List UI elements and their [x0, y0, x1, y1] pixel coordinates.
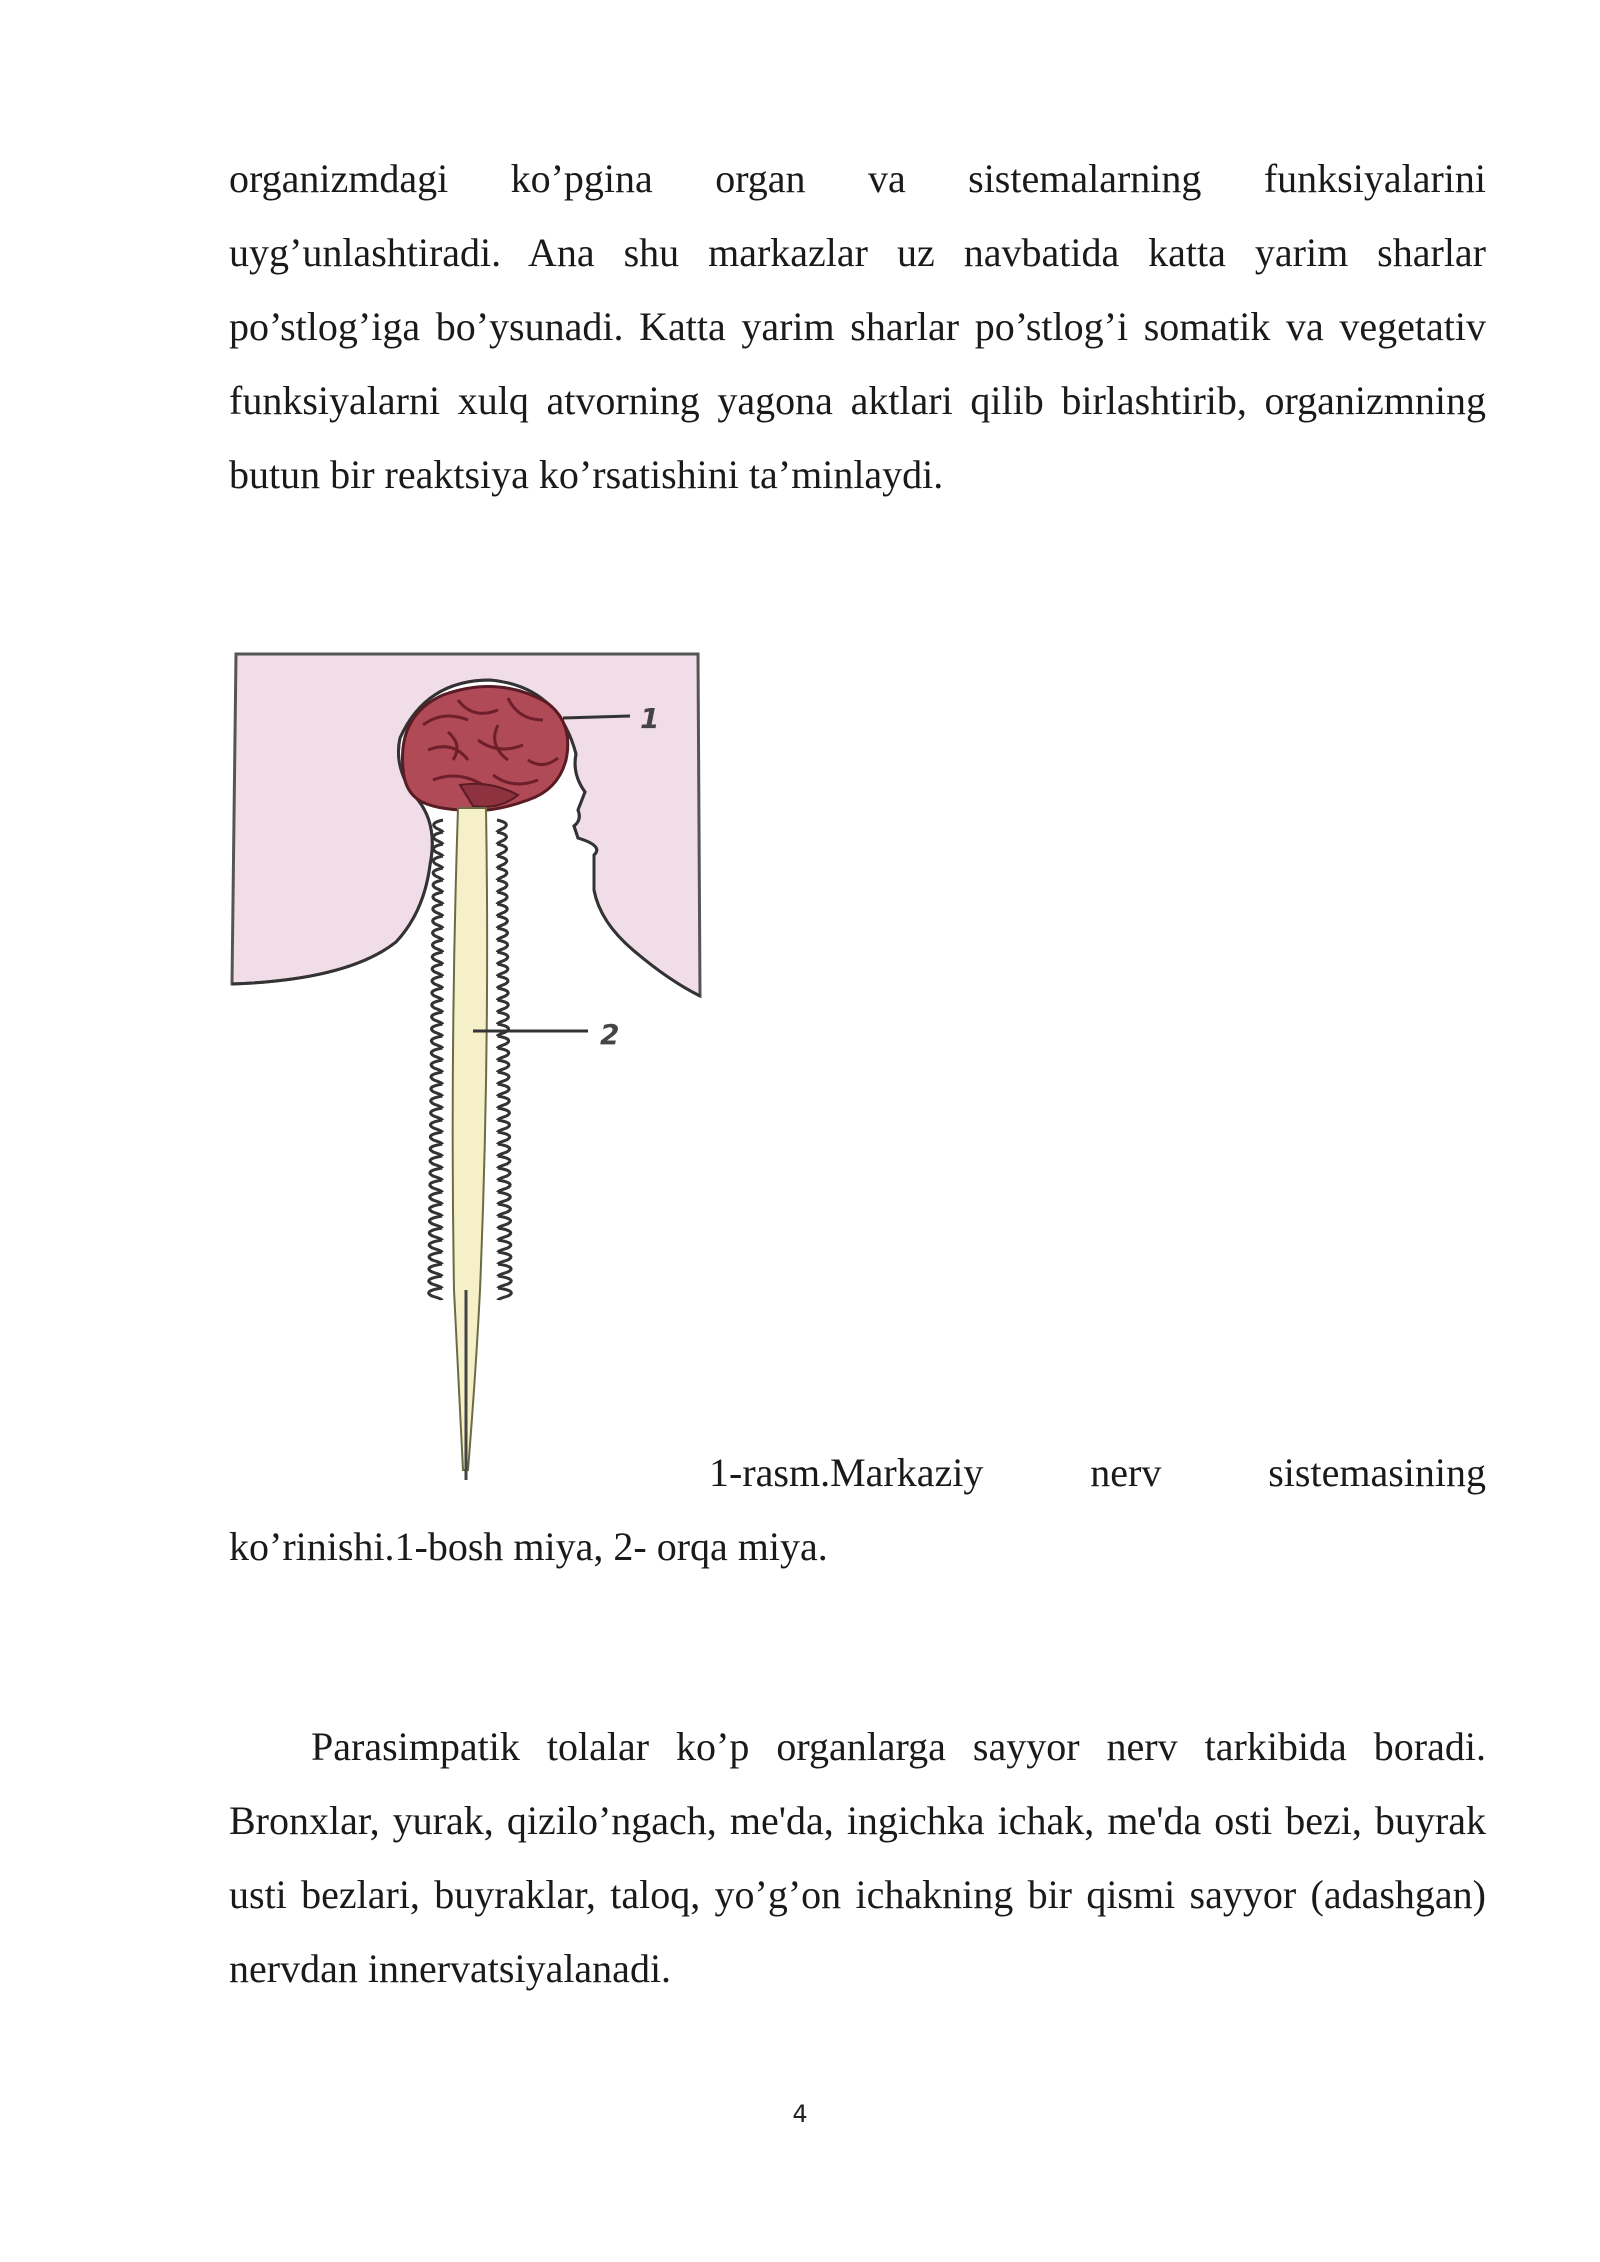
- paragraph-intro: organizmdagi ko’pgina organ va sistemalarning funksiyalarini uyg’unlashtiradi. Ana shu markazlar uz navbatida katta yarim sharlar po’stlog’iga bo’ysunadi. Katta yarim sharlar po’stlog’i somatik va vegetativ funksiyalarni xulq atvorning yagona aktlari qilib birlashtirib, organizmning butun bir reaktsiya ko’rsatishini ta’minlaydi.: [229, 156, 1486, 497]
- paragraph-parasympathetic: Parasimpatik tolalar ko’p organlarga sayyor nerv tarkibida boradi. Bronxlar, yurak, qizilo’ngach, me'da, ingichka ichak, me'da osti bezi, buyrak usti bezlari, buyraklar, taloq, yo’g’on ichakning bir qismi sayyor (adashgan) nervdan innervatsiyalanadi.: [229, 1724, 1486, 1991]
- figure-caption: [229, 1436, 1486, 1584]
- page-number: 4: [792, 2100, 808, 2128]
- label-1: 1: [640, 702, 660, 735]
- spinal-cord: [429, 808, 512, 1480]
- nervous-system-figure: [228, 650, 708, 1490]
- label-1-leader: [563, 716, 630, 718]
- label-2: 2: [600, 1018, 620, 1051]
- brain: [403, 686, 568, 810]
- caption-line-1: 1-rasm.Markaziy nerv sistemasining: [709, 1450, 1486, 1495]
- nervous-system-illustration: [228, 650, 708, 1490]
- caption-line-2: ko’rinishi.1-bosh miya, 2- orqa miya.: [229, 1524, 828, 1569]
